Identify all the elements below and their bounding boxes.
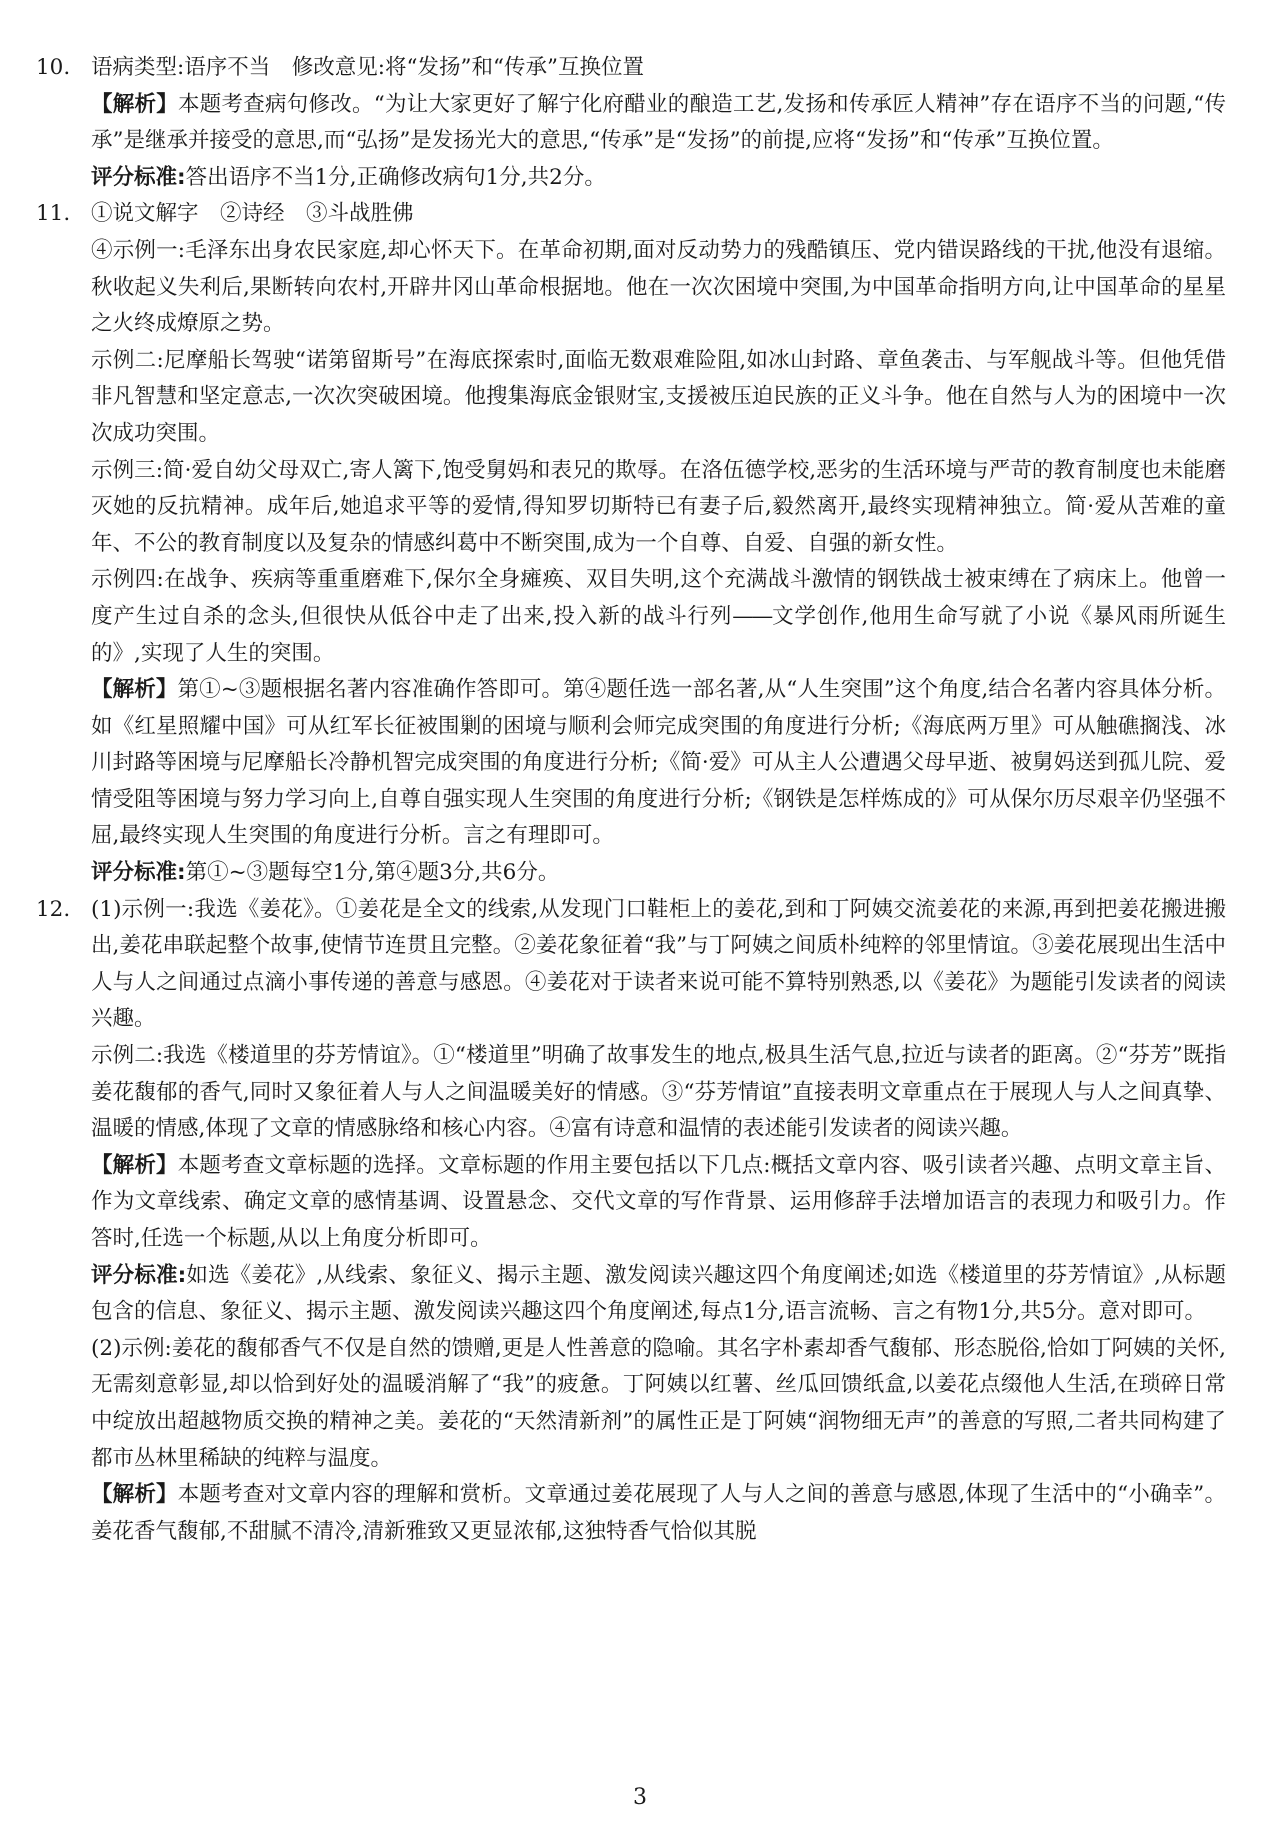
- score-tag: 评分标准:: [91, 860, 186, 886]
- score-paragraph: [36, 160, 1226, 197]
- example-paragraph: 示例二:尼摩船长驾驶“诺第留斯号”在海底探索时,面临无数艰难险阻,如冰山封路、章鱼袭击、与军舰战斗等。但他凭借非凡智慧和坚定意志,一次次突破困境。他搜集海底金银财宝,支援被压迫民族的正义斗争。他在自然与人为的困境中一次次成功突围。: [91, 347, 1226, 446]
- question-10: [36, 50, 1226, 196]
- example-paragraph: 示例二:我选《楼道里的芬芳情谊》。①“楼道里”明确了故事发生的地点,极具生活气息,拉近与读者的距离。②“芬芳”既指姜花馥郁的香气,同时又象征着人与人之间温暖美好的情感。③“芬芳情谊”直接表明文章重点在于展现人与人之间真挚、温暖的情感,体现了文章的情感脉络和核心内容。④富有诗意和温情的表述能引发读者的阅读兴趣。: [91, 1043, 1226, 1142]
- analysis-text: 本题考查病句修改。“为让大家更好了解宁化府醋业的酿造工艺,发扬和传承匠人精神”存在语序不当的问题,“传承”是继承并接受的意思,而“弘扬”是发扬光大的意思,“传承”是“发扬”的前提,应将“发扬”和“传承”互换位置。: [91, 91, 1226, 154]
- answer-line: 语病类型:语序不当 修改意见:将“发扬”和“传承”互换位置: [91, 55, 644, 80]
- question-12: [36, 892, 1226, 1551]
- example-text: 文学创作,他用生命写就了小说《暴风雨所诞生的》,实现了人生的突围。: [91, 603, 1227, 666]
- question-11: [36, 196, 1226, 891]
- analysis-paragraph: [36, 1148, 1226, 1258]
- analysis-tag: 【解析】: [91, 677, 178, 703]
- score-tag: 评分标准:: [91, 1262, 187, 1288]
- em-dash: ——: [732, 603, 772, 629]
- score-tag: 评分标准:: [91, 164, 186, 190]
- score-paragraph: [36, 1258, 1226, 1331]
- analysis-tag: 【解析】: [91, 1482, 178, 1508]
- analysis-text: 本题考查文章标题的选择。文章标题的作用主要包括以下几点:概括文章内容、吸引读者兴趣、点明文章主旨、作为文章线索、确定文章的感情基调、设置悬念、交代文章的写作背景、运用修辞手法增加语言的表现力和吸引力。作答时,任选一个标题,从以上角度分析即可。: [91, 1152, 1226, 1251]
- example-paragraph: (2)示例:姜花的馥郁香气不仅是自然的馈赠,更是人性善意的隐喻。其名字朴素却香气馥郁、形态脱俗,恰如丁阿姨的关怀,无需刻意彰显,却以恰到好处的温暖消解了“我”的疲惫。丁阿姨以红薯、丝瓜回馈纸盒,以姜花点缀他人生活,在琐碎日常中绽放出超越物质交换的精神之美。姜花的“天然清新剂”的属性正是丁阿姨“润物细无声”的善意的写照,二者共同构建了都市丛林里稀缺的纯粹与温度。: [91, 1335, 1226, 1471]
- analysis-paragraph: [36, 672, 1226, 855]
- analysis-text: 第①~③题根据名著内容准确作答即可。第④题任选一部名著,从“人生突围”这个角度,结合名著内容具体分析。如《红星照耀中国》可从红军长征被围剿的困境与顺利会师完成突围的角度进行分析;《海底两万里》可从触礁搁浅、冰川封路等困境与尼摩船长冷静机智完成突围的角度进行分析;《简·爱》可从主人公遭遇父母早逝、被舅妈送到孤儿院、爱情受阻等困境与努力学习向上,自尊自强实现人生突围的角度进行分析;《钢铁是怎样炼成的》可从保尔历尽艰辛仍坚强不屈,最终实现人生突围的角度进行分析。言之有理即可。: [91, 677, 1226, 849]
- score-text: 答出语序不当1分,正确修改病句1分,共2分。: [185, 164, 606, 190]
- analysis-paragraph: [36, 1477, 1226, 1550]
- example-paragraph: 示例三:简·爱自幼父母双亡,寄人篱下,饱受舅妈和表兄的欺辱。在洛伍德学校,恶劣的生活环境与严苛的教育制度也未能磨灭她的反抗精神。成年后,她追求平等的爱情,得知罗切斯特已有妻子后,毅然离开,最终实现精神独立。简·爱从苦难的童年、不公的教育制度以及复杂的情感纠葛中不断突围,成为一个自尊、自爱、自强的新女性。: [91, 457, 1226, 556]
- analysis-tag: 【解析】: [91, 1152, 178, 1178]
- question-number: 12.: [36, 896, 71, 922]
- analysis-text: 本题考查对文章内容的理解和赏析。文章通过姜花展现了人与人之间的善意与感恩,体现了生活中的“小确幸”。姜花香气馥郁,不甜腻不清冷,清新雅致又更显浓郁,这独特香气恰似其脱: [91, 1482, 1226, 1544]
- example-paragraph: (1)示例一:我选《姜花》。①姜花是全文的线索,从发现门口鞋柜上的姜花,到和丁阿姨交流姜花的来源,再到把姜花搬进搬出,姜花串联起整个故事,使情节连贯且完整。②姜花象征着“我”与丁阿姨之间质朴纯粹的邻里情谊。③姜花展现出生活中人与人之间通过点滴小事传递的善意与感恩。④姜花对于读者来说可能不算特别熟悉,以《姜花》为题能引发读者的阅读兴趣。: [91, 896, 1226, 1032]
- question-number: 10.: [36, 55, 71, 80]
- answer-content: [36, 50, 1226, 1550]
- example-text: 示例四:在战争、疾病等重重磨难下,保尔全身瘫痪、双目失明,这个充满战斗激情的钢铁战士被束缚在了病床上。他曾一度产生过自杀的念头,但很快从低谷中走了出来,投入新的战斗行列: [91, 567, 1226, 629]
- example-paragraph: [36, 562, 1226, 672]
- question-number: 11.: [36, 201, 71, 227]
- page-number: 3: [633, 1785, 647, 1810]
- answer-line: ①说文解字 ②诗经 ③斗战胜佛: [91, 201, 414, 227]
- score-text: 如选《姜花》,从线索、象征义、揭示主题、激发阅读兴趣这四个角度阐述;如选《楼道里的芬芳情谊》,从标题包含的信息、象征义、揭示主题、激发阅读兴趣这四个角度阐述,每点1分,语言流畅、言之有物1分,共5分。意对即可。: [91, 1262, 1226, 1325]
- analysis-paragraph: [36, 87, 1226, 160]
- score-text: 第①~③题每空1分,第④题3分,共6分。: [185, 860, 560, 886]
- example-paragraph: ④示例一:毛泽东出身农民家庭,却心怀天下。在革命初期,面对反动势力的残酷镇压、党内错误路线的干扰,他没有退缩。秋收起义失利后,果断转向农村,开辟井冈山革命根据地。他在一次次困境中突围,为中国革命指明方向,让中国革命的星星之火终成燎原之势。: [91, 237, 1226, 337]
- score-paragraph: [36, 855, 1226, 892]
- analysis-tag: 【解析】: [91, 91, 179, 117]
